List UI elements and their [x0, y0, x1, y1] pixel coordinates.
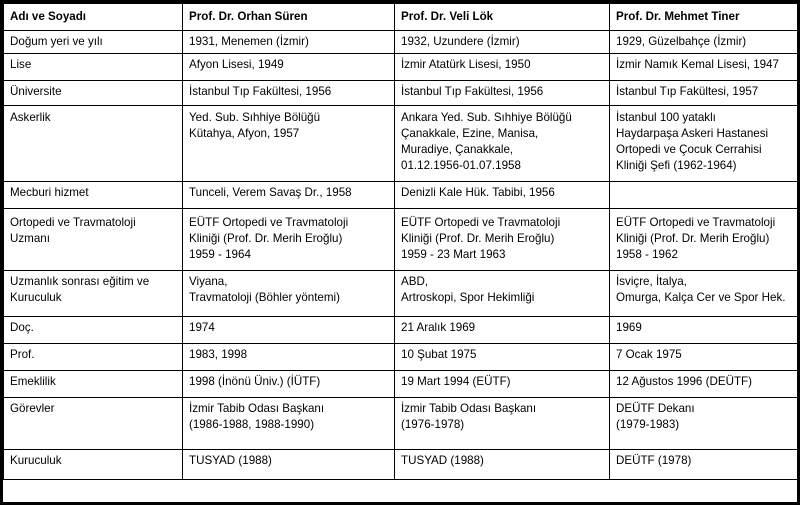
table-row [4, 398, 798, 450]
table-cell: İzmir Namık Kemal Lisesi, 1947 [610, 54, 798, 81]
table-row [4, 271, 798, 317]
table-cell: İstanbul Tıp Fakültesi, 1956 [183, 81, 395, 106]
table-cell: Denizli Kale Hük. Tabibi, 1956 [395, 182, 610, 209]
table-cell: DEÜTF (1978) [610, 450, 798, 480]
row-label: Kuruculuk [4, 450, 183, 480]
table-cell: Tunceli, Verem Savaş Dr., 1958 [183, 182, 395, 209]
table-cell: EÜTF Ortopedi ve Travmatoloji Kliniği (Prof. Dr. Merih Eroğlu) 1958 - 1962 [610, 209, 798, 271]
table-cell: TUSYAD (1988) [183, 450, 395, 480]
table-cell: 1974 [183, 317, 395, 344]
table-cell: Yed. Sub. Sıhhiye Bölüğü Kütahya, Afyon, 1957 [183, 106, 395, 182]
table-cell: İzmir Tabib Odası Başkanı (1986-1988, 1988-1990) [183, 398, 395, 450]
header-person-suren: Prof. Dr. Orhan Süren [183, 4, 395, 31]
table-row [4, 344, 798, 371]
table-row [4, 450, 798, 480]
table-cell: 19 Mart 1994 (EÜTF) [395, 371, 610, 398]
table-cell: Ankara Yed. Sub. Sıhhiye Bölüğü Çanakkale, Ezine, Manisa, Muradiye, Çanakkale, 01.12.1956-01.07.1958 [395, 106, 610, 182]
table-cell: 21 Aralık 1969 [395, 317, 610, 344]
row-label: Üniversite [4, 81, 183, 106]
biography-comparison-table [3, 3, 798, 480]
row-label: Doç. [4, 317, 183, 344]
table-row [4, 106, 798, 182]
table-cell: İstanbul Tıp Fakültesi, 1956 [395, 81, 610, 106]
header-row [4, 4, 798, 31]
table-cell: ABD, Artroskopi, Spor Hekimliği [395, 271, 610, 317]
table-cell: 1969 [610, 317, 798, 344]
row-label: Görevler [4, 398, 183, 450]
table-cell: TUSYAD (1988) [395, 450, 610, 480]
table-row [4, 182, 798, 209]
header-person-tiner: Prof. Dr. Mehmet Tiner [610, 4, 798, 31]
table-cell: İzmir Atatürk Lisesi, 1950 [395, 54, 610, 81]
header-label: Adı ve Soyadı [4, 4, 183, 31]
row-label: Prof. [4, 344, 183, 371]
table-cell: 12 Ağustos 1996 (DEÜTF) [610, 371, 798, 398]
row-label: Doğum yeri ve yılı [4, 31, 183, 54]
table-cell: 10 Şubat 1975 [395, 344, 610, 371]
table-cell: DEÜTF Dekanı (1979-1983) [610, 398, 798, 450]
table-cell: EÜTF Ortopedi ve Travmatoloji Kliniği (Prof. Dr. Merih Eroğlu) 1959 - 23 Mart 1963 [395, 209, 610, 271]
row-label: Uzmanlık sonrası eğitim ve Kuruculuk [4, 271, 183, 317]
table-cell: İstanbul Tıp Fakültesi, 1957 [610, 81, 798, 106]
row-label: Askerlik [4, 106, 183, 182]
table-cell: 1983, 1998 [183, 344, 395, 371]
table-row [4, 81, 798, 106]
table-row [4, 209, 798, 271]
row-label: Emeklilik [4, 371, 183, 398]
table-cell [610, 182, 798, 209]
table-cell: Afyon Lisesi, 1949 [183, 54, 395, 81]
row-label: Lise [4, 54, 183, 81]
table-cell: İsviçre, İtalya, Omurga, Kalça Cer ve Spor Hek. [610, 271, 798, 317]
table-row [4, 371, 798, 398]
table-cell: 1929, Güzelbahçe (İzmir) [610, 31, 798, 54]
row-label: Mecburi hizmet [4, 182, 183, 209]
header-person-lok: Prof. Dr. Veli Lök [395, 4, 610, 31]
table-cell: İzmir Tabib Odası Başkanı (1976-1978) [395, 398, 610, 450]
table-cell: 7 Ocak 1975 [610, 344, 798, 371]
table-row [4, 54, 798, 81]
table-cell: EÜTF Ortopedi ve Travmatoloji Kliniği (Prof. Dr. Merih Eroğlu) 1959 - 1964 [183, 209, 395, 271]
table-cell: 1932, Uzundere (İzmir) [395, 31, 610, 54]
table-row [4, 317, 798, 344]
table-cell: Viyana, Travmatoloji (Böhler yöntemi) [183, 271, 395, 317]
table-row [4, 31, 798, 54]
table-cell: İstanbul 100 yataklı Haydarpaşa Askeri Hastanesi Ortopedi ve Çocuk Cerrahisi Kliniği Şefi (1962-1964) [610, 106, 798, 182]
table-cell: 1931, Menemen (İzmir) [183, 31, 395, 54]
row-label: Ortopedi ve Travmatoloji Uzmanı [4, 209, 183, 271]
table-cell: 1998 (İnönü Üniv.) (İÜTF) [183, 371, 395, 398]
